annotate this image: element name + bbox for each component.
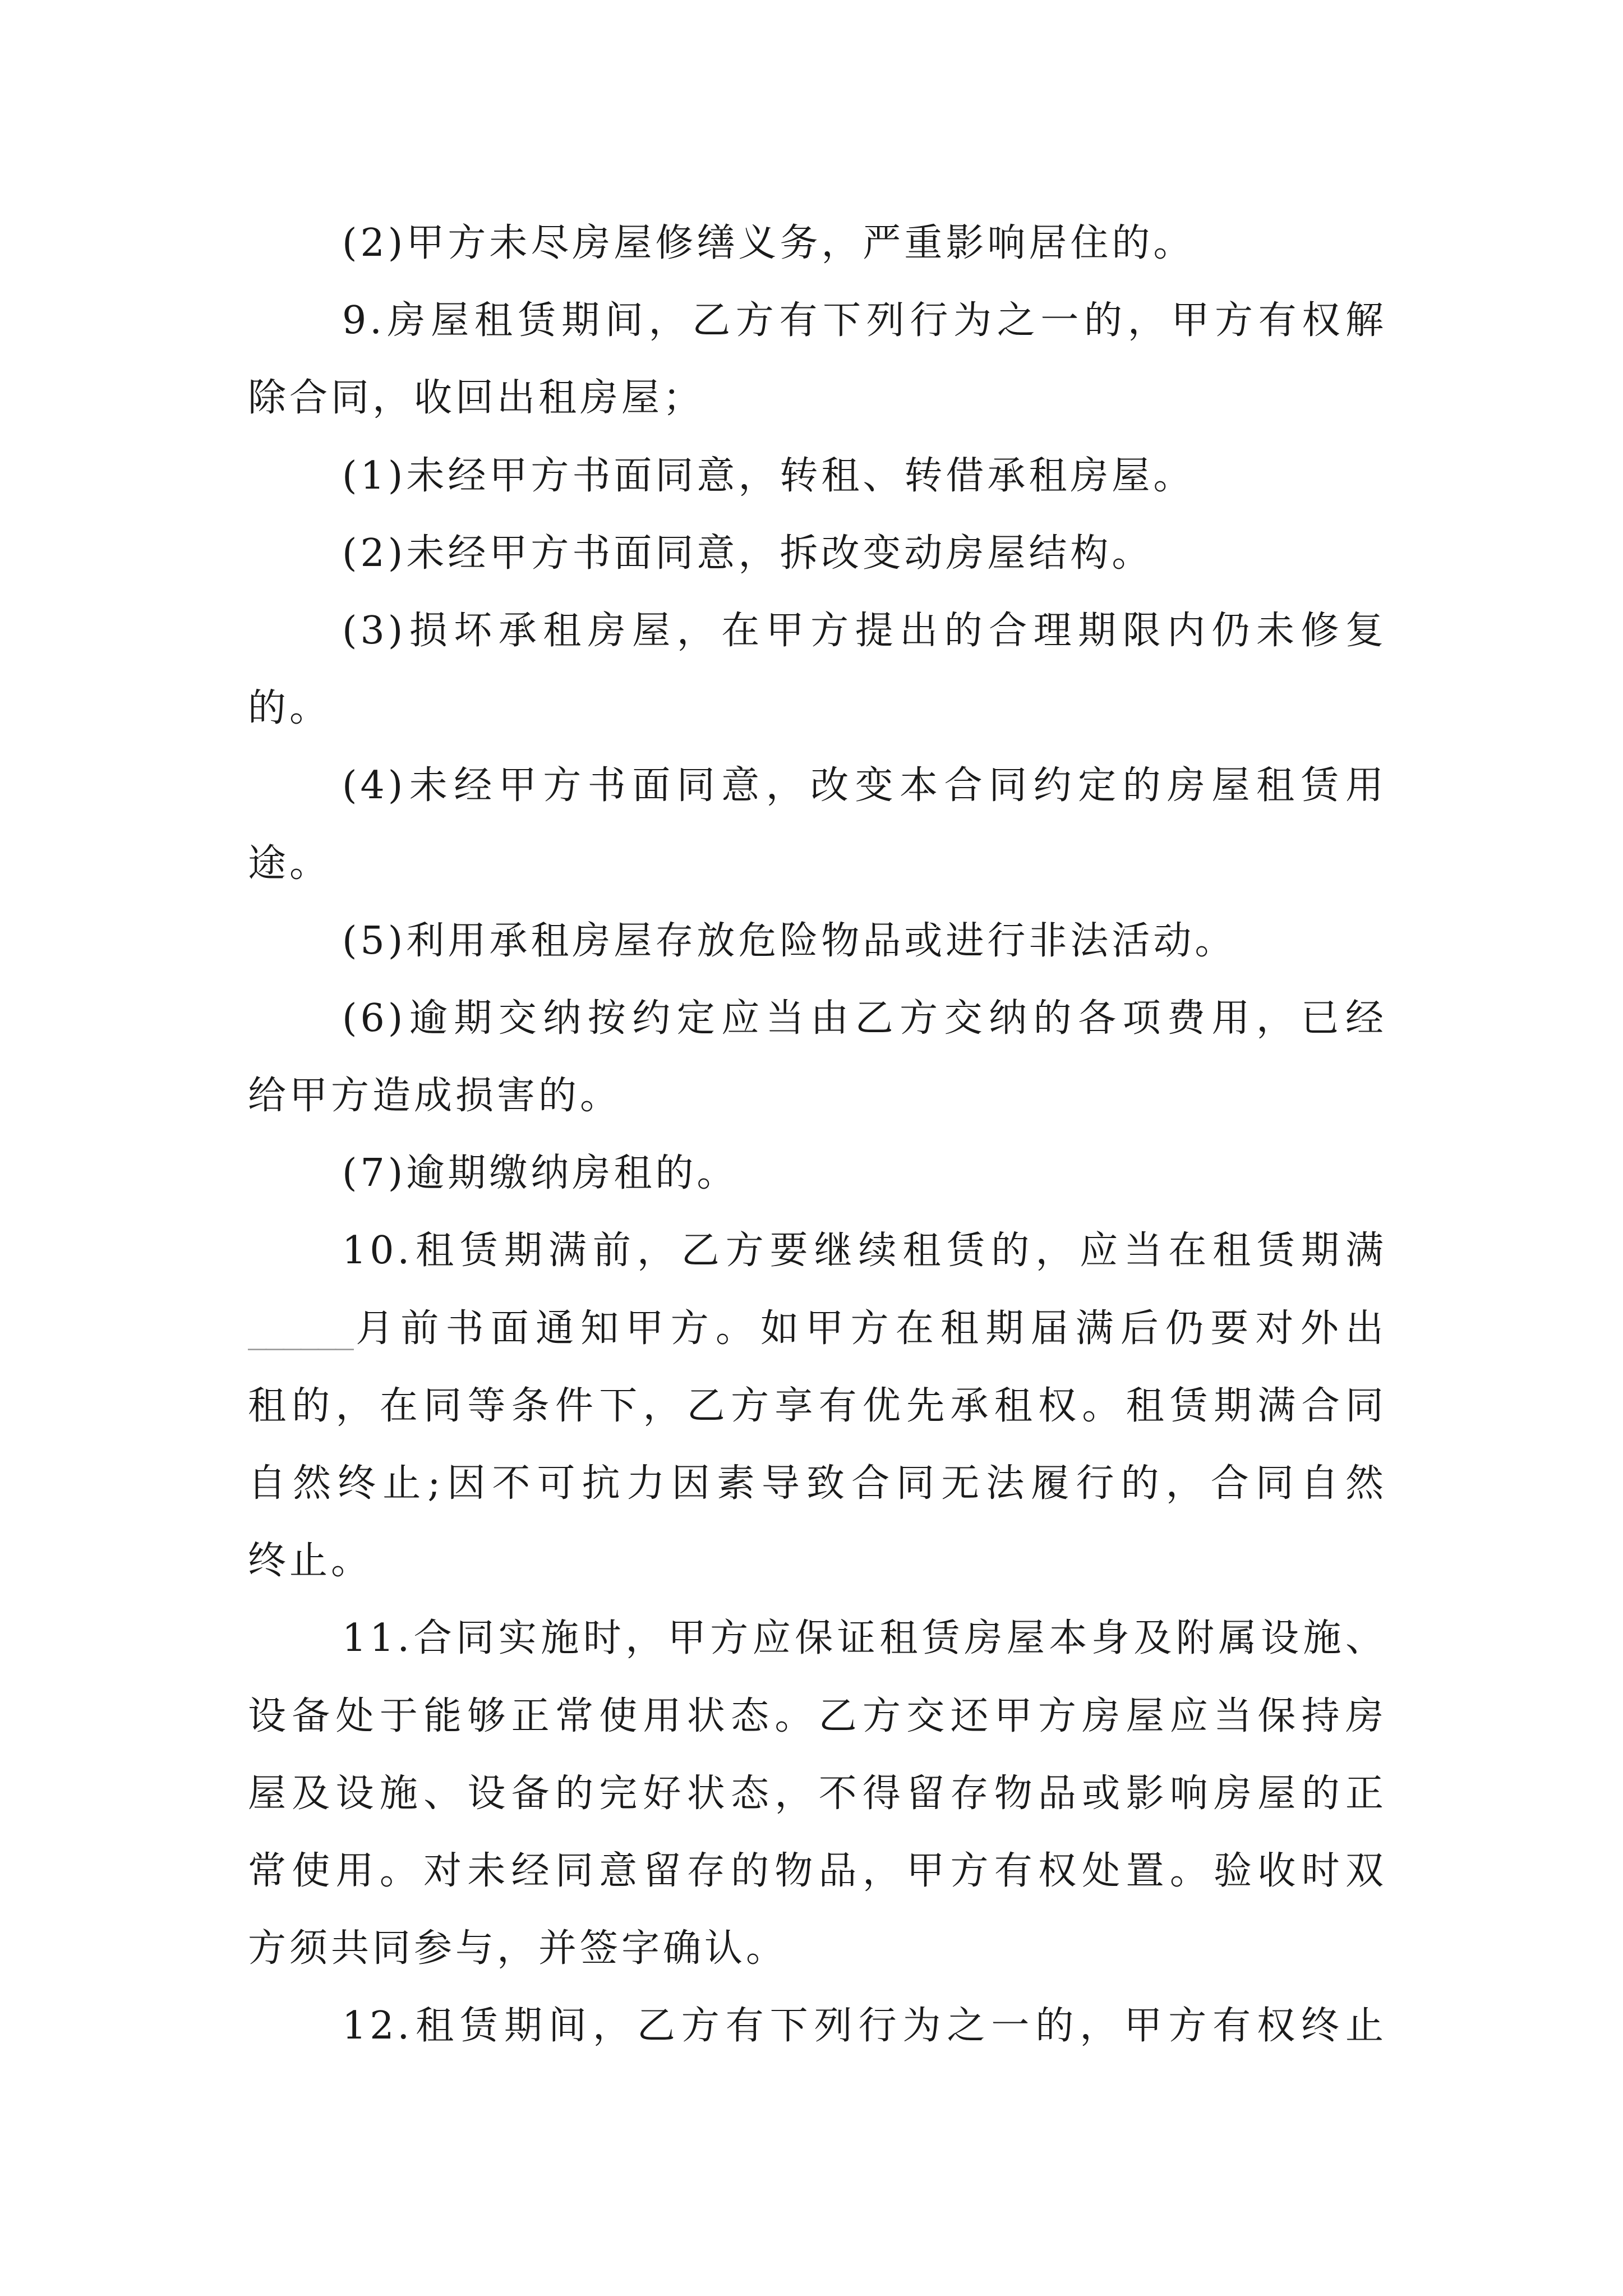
paragraph-clause-12 (248, 1987, 1387, 2065)
paragraph-item-4 (248, 747, 1387, 902)
text-line: 9.房屋租赁期间，乙方有下列行为之一的，甲方有权解 (342, 298, 1387, 343)
text-line: (2)未经甲方书面同意，拆改变动房屋结构。 (342, 531, 1154, 576)
paragraph-item-2 (248, 515, 1387, 592)
text-line: 租的，在同等条件下，乙方享有优先承租权。租赁期满合同 (248, 1383, 1387, 1428)
text-line: 终止。 (248, 1539, 373, 1584)
text-line: (1)未经甲方书面同意，转租、转借承租房屋。 (342, 453, 1195, 498)
paragraph-clause-10 (248, 1212, 1387, 1600)
paragraph-clause-item-2 (248, 205, 1387, 282)
text-line: 自然终止;因不可抗力因素导致合同无法履行的，合同自然 (248, 1461, 1387, 1506)
document-body (248, 205, 1387, 2065)
text-line: 11.合同实施时，甲方应保证租赁房屋本身及附属设施、 (342, 1616, 1387, 1661)
text-line: 给甲方造成损害的。 (248, 1074, 622, 1119)
text-line: 设备处于能够正常使用状态。乙方交还甲方房屋应当保持房 (248, 1694, 1387, 1738)
paragraph-clause-9 (248, 282, 1387, 437)
text-line: 常使用。对未经同意留存的物品，甲方有权处置。验收时双 (248, 1848, 1387, 1893)
paragraph-item-7 (248, 1135, 1387, 1212)
paragraph-item-5 (248, 903, 1387, 980)
blank-fill-field: ______ (248, 1306, 352, 1351)
text-line (248, 1290, 1387, 1368)
text-line: 10.租赁期满前，乙方要继续租赁的，应当在租赁期满 (342, 1228, 1387, 1273)
text-line: (2)甲方未尽房屋修缮义务，严重影响居住的。 (342, 221, 1195, 265)
text-line: 途。 (248, 841, 331, 886)
text-line: 12.租赁期间，乙方有下列行为之一的，甲方有权终止 (342, 2004, 1387, 2049)
text-line: (6)逾期交纳按约定应当由乙方交纳的各项费用，已经 (342, 996, 1387, 1041)
text-line: (7)逾期缴纳房租的。 (342, 1151, 739, 1196)
paragraph-item-6 (248, 980, 1387, 1135)
paragraph-item-3 (248, 592, 1387, 747)
text-line: 屋及设施、设备的完好状态，不得留存物品或影响房屋的正 (248, 1771, 1387, 1816)
paragraph-item-1 (248, 438, 1387, 515)
text-line-content: 月前书面通知甲方。如甲方在租期届满后仍要对外出 (352, 1306, 1387, 1351)
paragraph-clause-11 (248, 1600, 1387, 1987)
text-line: (4)未经甲方书面同意，改变本合同约定的房屋租赁用 (342, 763, 1387, 808)
text-line: (5)利用承租房屋存放危险物品或进行非法活动。 (342, 918, 1237, 963)
text-line: (3)损坏承租房屋，在甲方提出的合理期限内仍未修复 (342, 608, 1387, 653)
text-line: 的。 (248, 686, 331, 731)
text-line: 除合同，收回出租房屋； (248, 376, 705, 421)
text-line: 方须共同参与，并签字确认。 (248, 1926, 788, 1971)
